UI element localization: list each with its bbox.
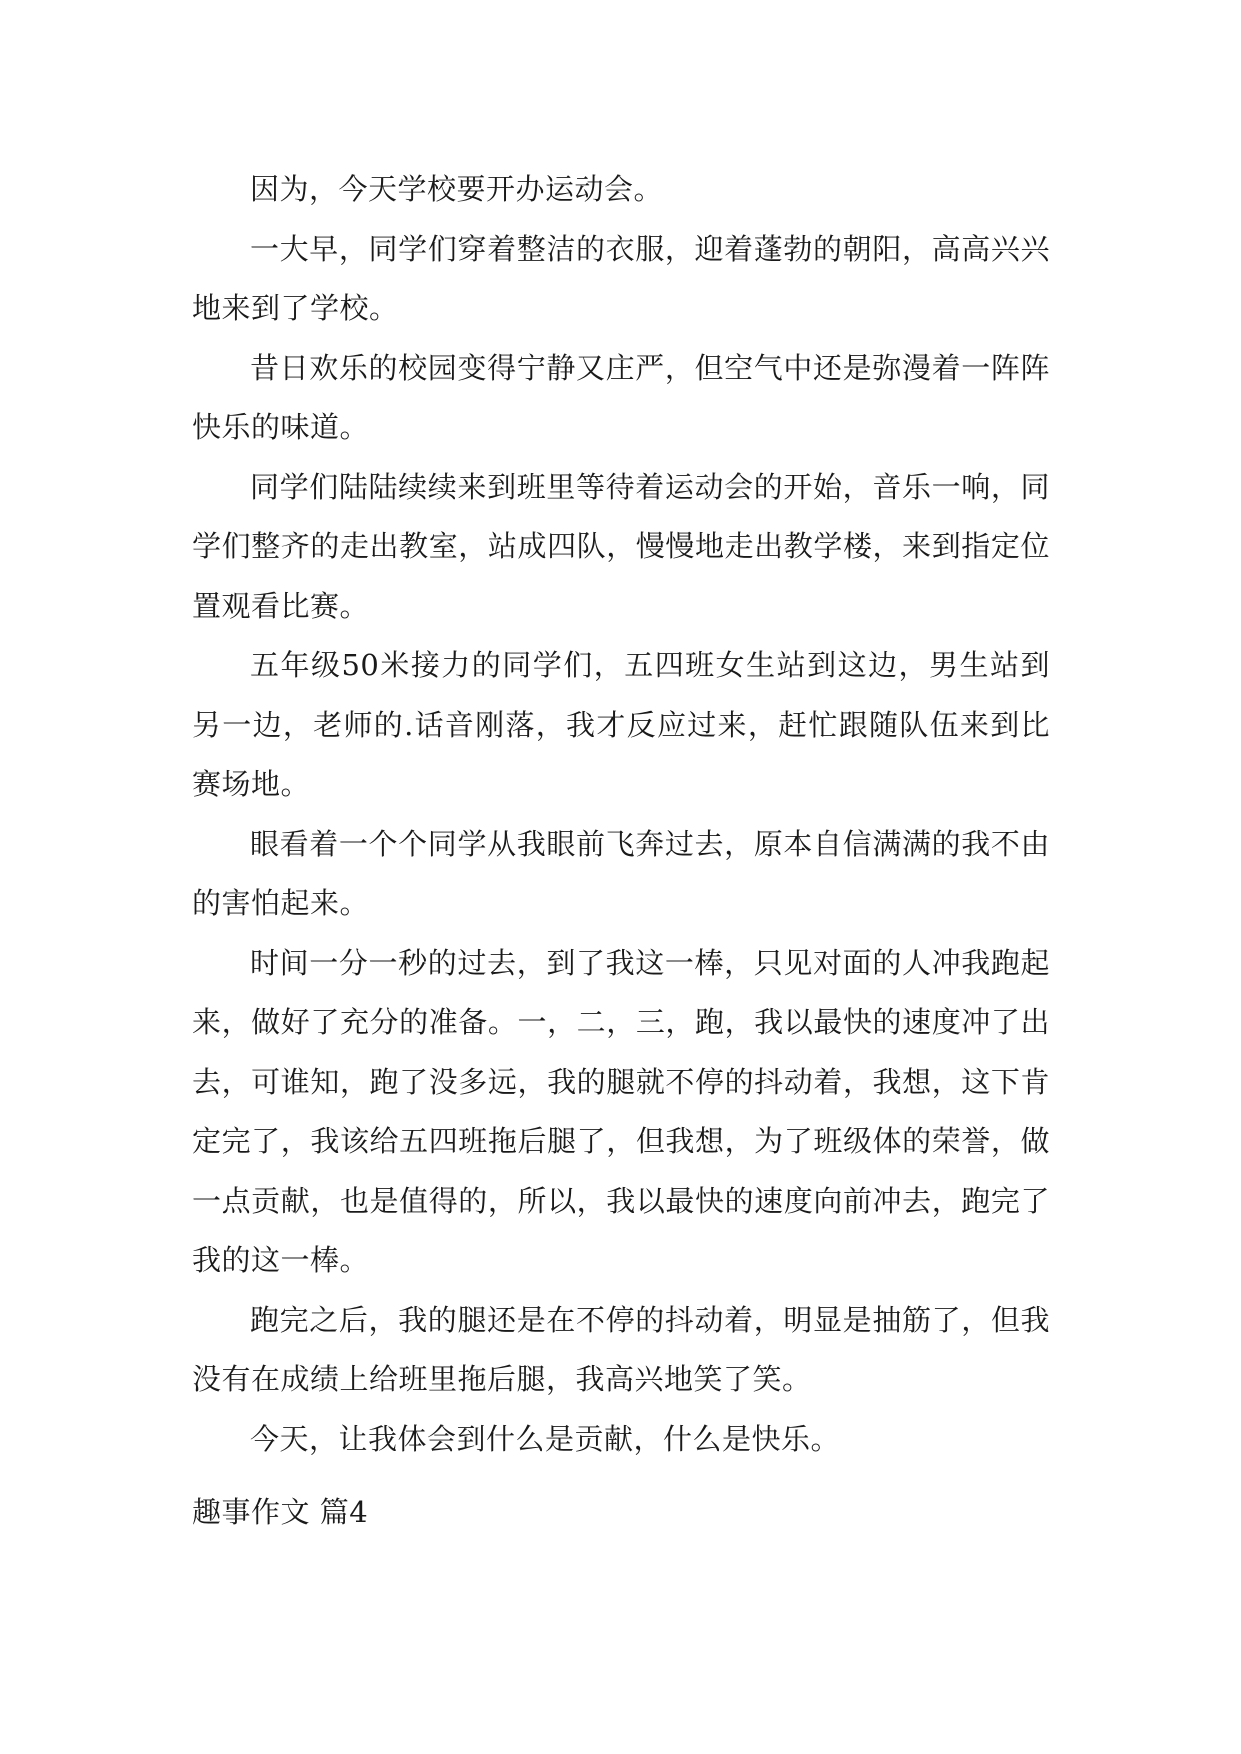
paragraph-3: 昔日欢乐的校园变得宁静又庄严，但空气中还是弥漫着一阵阵快乐的味道。	[192, 350, 1050, 444]
paragraph-8: 跑完之后，我的腿还是在不停的抖动着，明显是抽筋了，但我没有在成绩上给班里拖后腿，我高兴地笑了笑。	[192, 1302, 1050, 1396]
paragraph-2: 一大早，同学们穿着整洁的衣服，迎着蓬勃的朝阳，高高兴兴地来到了学校。	[192, 231, 1050, 325]
paragraph-7: 时间一分一秒的过去，到了我这一棒，只见对面的人冲我跑起来，做好了充分的准备。一，二，三，跑，我以最快的速度冲了出去，可谁知，跑了没多远，我的腿就不停的抖动着，我想，这下肯定完了，我该给五四班拖后腿了，但我想，为了班级体的荣誉，做一点贡献，也是值得的，所以，我以最快的速度向前冲去，跑完了我的这一棒。	[192, 945, 1050, 1277]
paragraph-5: 五年级50米接力的同学们，五四班女生站到这边，男生站到另一边，老师的.话音刚落，我才反应过来，赶忙跟随队伍来到比赛场地。	[192, 648, 1050, 801]
paragraph-4: 同学们陆陆续续来到班里等待着运动会的开始，音乐一响，同学们整齐的走出教室，站成四队，慢慢地走出教学楼，来到指定位置观看比赛。	[192, 469, 1050, 623]
paragraph-9: 今天，让我体会到什么是贡献，什么是快乐。	[250, 1421, 841, 1456]
section-heading: 趣事作文 篇4	[192, 1495, 369, 1529]
paragraph-6: 眼看着一个个同学从我眼前飞奔过去，原本自信满满的我不由的害怕起来。	[192, 826, 1050, 920]
paragraph-1: 因为，今天学校要开办运动会。	[250, 172, 664, 206]
essay-body	[192, 160, 1050, 1469]
